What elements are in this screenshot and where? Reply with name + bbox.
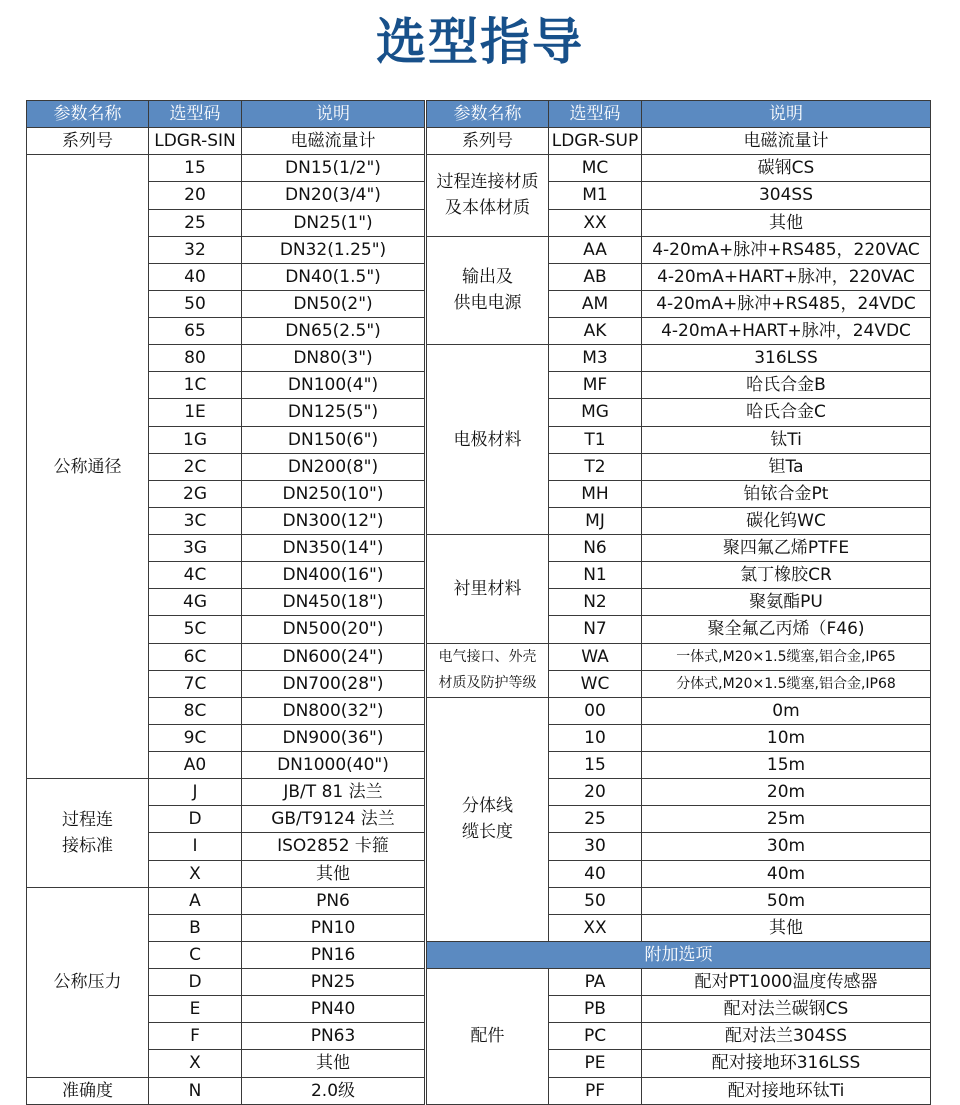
group-label: 过程连接材质 及本体材质 bbox=[427, 155, 549, 236]
option-desc: DN150(6") bbox=[242, 426, 425, 453]
series-desc: 电磁流量计 bbox=[642, 128, 931, 155]
option-code: C bbox=[149, 941, 242, 968]
option-desc: DN50(2") bbox=[242, 290, 425, 317]
table-row bbox=[427, 236, 931, 263]
option-code: 1G bbox=[149, 426, 242, 453]
option-desc: 其他 bbox=[642, 209, 931, 236]
group-label: 公称压力 bbox=[27, 887, 149, 1077]
option-desc: DN250(10") bbox=[242, 480, 425, 507]
option-code: X bbox=[149, 1050, 242, 1077]
option-code: B bbox=[149, 914, 242, 941]
option-code: A bbox=[149, 887, 242, 914]
option-code: 30 bbox=[549, 833, 642, 860]
series-param: 系列号 bbox=[427, 128, 549, 155]
option-desc: 其他 bbox=[642, 914, 931, 941]
option-code: XX bbox=[549, 209, 642, 236]
option-code: WA bbox=[549, 643, 642, 670]
option-code: N2 bbox=[549, 589, 642, 616]
addon-band-row bbox=[427, 941, 931, 968]
option-code: 4G bbox=[149, 589, 242, 616]
page-title: 选型指导 bbox=[376, 13, 584, 71]
option-desc: 聚全氟乙丙烯（F46) bbox=[642, 616, 931, 643]
option-desc: 配对PT1000温度传感器 bbox=[642, 969, 931, 996]
option-desc: 配对法兰碳钢CS bbox=[642, 996, 931, 1023]
header-row bbox=[27, 101, 425, 128]
option-desc: DN500(20") bbox=[242, 616, 425, 643]
option-desc: 50m bbox=[642, 887, 931, 914]
option-desc: PN6 bbox=[242, 887, 425, 914]
option-code: 1C bbox=[149, 372, 242, 399]
option-desc: 4-20mA+脉冲+RS485，220VAC bbox=[642, 236, 931, 263]
option-code: 20 bbox=[549, 779, 642, 806]
option-desc: JB/T 81 法兰 bbox=[242, 779, 425, 806]
option-desc: DN32(1.25") bbox=[242, 236, 425, 263]
option-code: N7 bbox=[549, 616, 642, 643]
option-desc: PN63 bbox=[242, 1023, 425, 1050]
option-desc: 25m bbox=[642, 806, 931, 833]
option-code: 15 bbox=[549, 752, 642, 779]
header-code: 选型码 bbox=[149, 101, 242, 128]
option-desc: 碳化钨WC bbox=[642, 507, 931, 534]
option-code: 10 bbox=[549, 724, 642, 751]
group-label: 电极材料 bbox=[427, 345, 549, 535]
series-row bbox=[27, 128, 425, 155]
option-desc: PN40 bbox=[242, 996, 425, 1023]
option-code: PB bbox=[549, 996, 642, 1023]
table-row bbox=[427, 155, 931, 182]
option-code: 2C bbox=[149, 453, 242, 480]
option-desc: DN125(5") bbox=[242, 399, 425, 426]
option-desc: 哈氏合金C bbox=[642, 399, 931, 426]
table-row bbox=[27, 887, 425, 914]
option-desc: 4-20mA+HART+脉冲，24VDC bbox=[642, 318, 931, 345]
option-desc: DN900(36") bbox=[242, 724, 425, 751]
group-label: 准确度 bbox=[27, 1077, 149, 1104]
option-code: 5C bbox=[149, 616, 242, 643]
option-desc: 哈氏合金B bbox=[642, 372, 931, 399]
table-row bbox=[27, 779, 425, 806]
header-desc: 说明 bbox=[242, 101, 425, 128]
option-code: 7C bbox=[149, 670, 242, 697]
table-row bbox=[427, 345, 931, 372]
option-code: T1 bbox=[549, 426, 642, 453]
table-row bbox=[427, 643, 931, 670]
option-code: AK bbox=[549, 318, 642, 345]
option-desc: 40m bbox=[642, 860, 931, 887]
table-row bbox=[27, 1077, 425, 1104]
option-code: 2G bbox=[149, 480, 242, 507]
table-row bbox=[427, 969, 931, 996]
table-row bbox=[27, 155, 425, 182]
option-desc: 4-20mA+脉冲+RS485，24VDC bbox=[642, 290, 931, 317]
group-label: 衬里材料 bbox=[427, 535, 549, 644]
series-row bbox=[427, 128, 931, 155]
option-desc: DN800(32") bbox=[242, 697, 425, 724]
option-code: N6 bbox=[549, 535, 642, 562]
header-row bbox=[427, 101, 931, 128]
option-code: AM bbox=[549, 290, 642, 317]
option-code: T2 bbox=[549, 453, 642, 480]
option-desc: DN65(2.5") bbox=[242, 318, 425, 345]
option-code: 6C bbox=[149, 643, 242, 670]
group-label: 电气接口、外壳 材质及防护等级 bbox=[427, 643, 549, 697]
option-code: MC bbox=[549, 155, 642, 182]
option-desc: 20m bbox=[642, 779, 931, 806]
option-desc: PN10 bbox=[242, 914, 425, 941]
option-desc: DN80(3") bbox=[242, 345, 425, 372]
option-code: A0 bbox=[149, 752, 242, 779]
option-desc: PN16 bbox=[242, 941, 425, 968]
option-code: MG bbox=[549, 399, 642, 426]
option-desc: 聚四氟乙烯PTFE bbox=[642, 535, 931, 562]
option-code: 25 bbox=[549, 806, 642, 833]
table-row bbox=[427, 535, 931, 562]
option-desc: 碳钢CS bbox=[642, 155, 931, 182]
option-desc: DN600(24") bbox=[242, 643, 425, 670]
series-code: LDGR-SUP bbox=[549, 128, 642, 155]
option-desc: DN25(1") bbox=[242, 209, 425, 236]
option-code: 32 bbox=[149, 236, 242, 263]
option-code: 40 bbox=[149, 263, 242, 290]
option-code: 15 bbox=[149, 155, 242, 182]
option-desc: DN400(16") bbox=[242, 562, 425, 589]
option-desc: DN200(8") bbox=[242, 453, 425, 480]
group-label: 分体线 缆长度 bbox=[427, 697, 549, 941]
group-label: 过程连 接标准 bbox=[27, 779, 149, 888]
selection-table-left bbox=[26, 100, 425, 1105]
option-code: PE bbox=[549, 1050, 642, 1077]
series-desc: 电磁流量计 bbox=[242, 128, 425, 155]
option-code: 25 bbox=[149, 209, 242, 236]
option-desc: DN350(14") bbox=[242, 535, 425, 562]
group-label: 输出及 供电电源 bbox=[427, 236, 549, 345]
header-code: 选型码 bbox=[549, 101, 642, 128]
option-code: M1 bbox=[549, 182, 642, 209]
option-code: 3G bbox=[149, 535, 242, 562]
option-code: 40 bbox=[549, 860, 642, 887]
option-desc: 15m bbox=[642, 752, 931, 779]
group-label: 配件 bbox=[427, 969, 549, 1105]
option-desc: 2.0级 bbox=[242, 1077, 425, 1104]
option-desc: 一体式,M20×1.5缆塞,铝合金,IP65 bbox=[642, 643, 931, 670]
option-desc: 分体式,M20×1.5缆塞,铝合金,IP68 bbox=[642, 670, 931, 697]
option-code: WC bbox=[549, 670, 642, 697]
option-desc: 钽Ta bbox=[642, 453, 931, 480]
option-desc: 聚氨酯PU bbox=[642, 589, 931, 616]
option-desc: 配对接地环钛Ti bbox=[642, 1077, 931, 1104]
option-desc: 钛Ti bbox=[642, 426, 931, 453]
header-param: 参数名称 bbox=[27, 101, 149, 128]
option-desc: DN100(4") bbox=[242, 372, 425, 399]
option-desc: 4-20mA+HART+脉冲，220VAC bbox=[642, 263, 931, 290]
option-code: 1E bbox=[149, 399, 242, 426]
option-code: N1 bbox=[549, 562, 642, 589]
option-code: N bbox=[149, 1077, 242, 1104]
option-code: MF bbox=[549, 372, 642, 399]
header-desc: 说明 bbox=[642, 101, 931, 128]
option-code: I bbox=[149, 833, 242, 860]
option-code: PA bbox=[549, 969, 642, 996]
addon-band-label: 附加选项 bbox=[427, 941, 931, 968]
option-desc: ISO2852 卡箍 bbox=[242, 833, 425, 860]
option-code: 3C bbox=[149, 507, 242, 534]
option-desc: PN25 bbox=[242, 969, 425, 996]
option-code: E bbox=[149, 996, 242, 1023]
option-desc: 配对接地环316LSS bbox=[642, 1050, 931, 1077]
option-code: J bbox=[149, 779, 242, 806]
series-code: LDGR-SIN bbox=[149, 128, 242, 155]
option-code: D bbox=[149, 969, 242, 996]
group-label: 公称通径 bbox=[27, 155, 149, 779]
option-desc: DN700(28") bbox=[242, 670, 425, 697]
option-code: 00 bbox=[549, 697, 642, 724]
option-code: 20 bbox=[149, 182, 242, 209]
option-code: 8C bbox=[149, 697, 242, 724]
table-row bbox=[427, 697, 931, 724]
option-code: 65 bbox=[149, 318, 242, 345]
option-code: 50 bbox=[149, 290, 242, 317]
option-desc: 316LSS bbox=[642, 345, 931, 372]
option-code: 4C bbox=[149, 562, 242, 589]
option-code: XX bbox=[549, 914, 642, 941]
series-param: 系列号 bbox=[27, 128, 149, 155]
option-code: X bbox=[149, 860, 242, 887]
option-code: MJ bbox=[549, 507, 642, 534]
header-param: 参数名称 bbox=[427, 101, 549, 128]
option-code: PC bbox=[549, 1023, 642, 1050]
option-desc: 其他 bbox=[242, 860, 425, 887]
option-desc: DN300(12") bbox=[242, 507, 425, 534]
option-desc: DN1000(40") bbox=[242, 752, 425, 779]
option-desc: 30m bbox=[642, 833, 931, 860]
option-code: 9C bbox=[149, 724, 242, 751]
option-code: 80 bbox=[149, 345, 242, 372]
option-code: PF bbox=[549, 1077, 642, 1104]
option-desc: 0m bbox=[642, 697, 931, 724]
option-code: D bbox=[149, 806, 242, 833]
option-desc: DN40(1.5") bbox=[242, 263, 425, 290]
option-desc: 其他 bbox=[242, 1050, 425, 1077]
option-desc: 氯丁橡胶CR bbox=[642, 562, 931, 589]
option-code: F bbox=[149, 1023, 242, 1050]
option-desc: 10m bbox=[642, 724, 931, 751]
option-code: AB bbox=[549, 263, 642, 290]
option-desc: GB/T9124 法兰 bbox=[242, 806, 425, 833]
option-desc: 304SS bbox=[642, 182, 931, 209]
option-code: AA bbox=[549, 236, 642, 263]
option-code: MH bbox=[549, 480, 642, 507]
option-desc: DN20(3/4") bbox=[242, 182, 425, 209]
option-desc: 配对法兰304SS bbox=[642, 1023, 931, 1050]
option-code: 50 bbox=[549, 887, 642, 914]
option-desc: DN450(18") bbox=[242, 589, 425, 616]
option-desc: 铂铱合金Pt bbox=[642, 480, 931, 507]
option-code: M3 bbox=[549, 345, 642, 372]
option-desc: DN15(1/2") bbox=[242, 155, 425, 182]
selection-table-right bbox=[426, 100, 931, 1105]
